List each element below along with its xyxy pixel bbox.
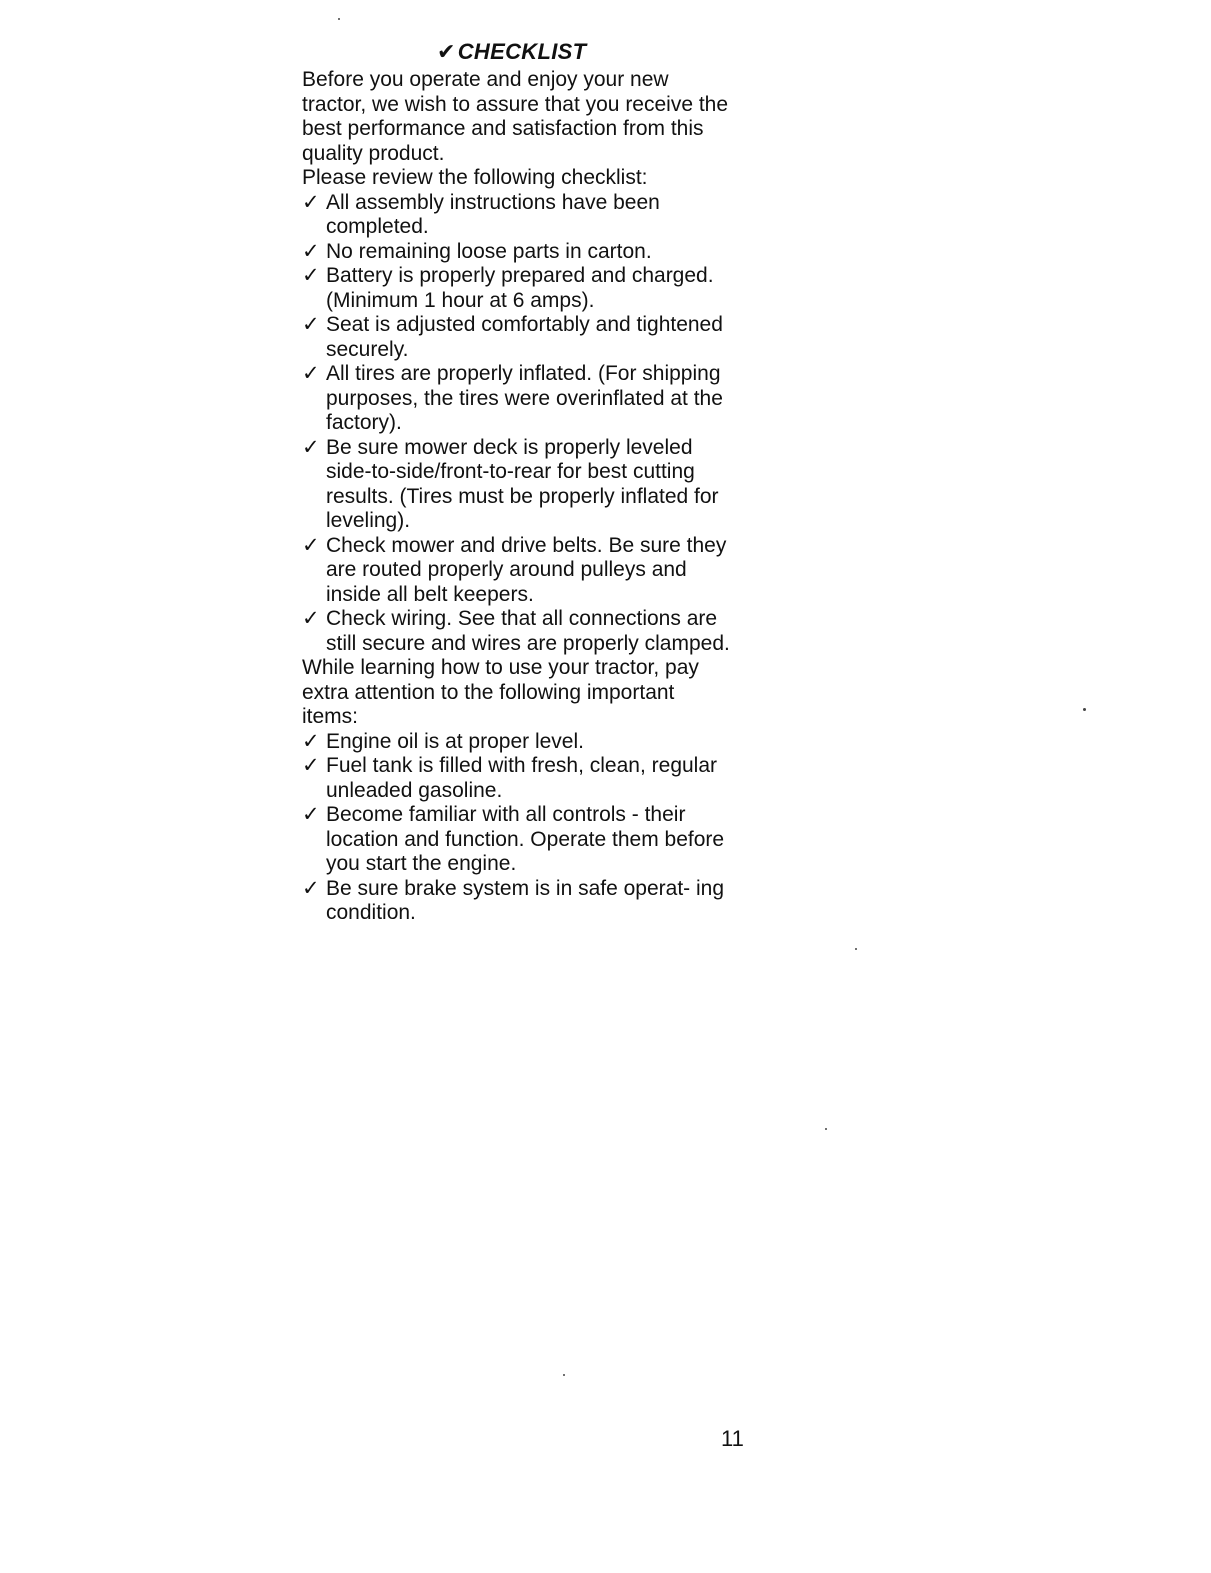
learning-prompt: While learning how to use your tractor, pay extra attention to the following important items: xyxy=(302,656,699,728)
checkmark-icon: ✓ xyxy=(302,729,320,753)
checkmark-icon: ✓ xyxy=(302,362,320,385)
checkmark-icon: ✓ xyxy=(302,803,320,826)
checklist-item xyxy=(302,313,732,362)
scan-speck xyxy=(825,1128,827,1130)
scan-speck xyxy=(563,1374,565,1376)
learning-item-text: Be sure brake system is in safe operat- ing condition. xyxy=(326,876,725,924)
checkmark-icon: ✓ xyxy=(302,876,320,900)
checklist-item-text: Seat is adjusted comfortably and tightened securely. xyxy=(326,313,723,361)
checklist-item-text: All assembly instructions have been completed. xyxy=(326,190,660,238)
learning-item-text: Engine oil is at proper level. xyxy=(326,729,584,753)
learning-checklist xyxy=(302,730,732,926)
checkmark-icon: ✓ xyxy=(302,435,320,459)
checklist-item-text: No remaining loose parts in carton. xyxy=(326,239,652,263)
checklist-item xyxy=(302,264,732,313)
checkmark-icon: ✓ xyxy=(302,313,320,336)
checklist-item-text: Check mower and drive belts. Be sure they are routed properly around pulleys and inside all belt keepers. xyxy=(326,533,727,606)
checklist-item xyxy=(302,362,732,436)
scan-speck xyxy=(338,18,340,20)
checkmark-icon: ✓ xyxy=(302,607,320,630)
learning-item xyxy=(302,754,732,803)
title-text: CHECKLIST xyxy=(457,39,587,64)
checklist-item xyxy=(302,534,732,608)
checkmark-icon: ✔ xyxy=(437,39,456,64)
checklist-item xyxy=(302,191,732,240)
checklist-item xyxy=(302,240,732,265)
learning-item xyxy=(302,730,732,755)
checkmark-icon: ✓ xyxy=(302,239,320,263)
checkmark-icon: ✓ xyxy=(302,264,320,287)
review-prompt: Please review the following checklist: xyxy=(302,166,648,189)
checklist-body xyxy=(302,38,732,926)
learning-item xyxy=(302,877,732,926)
checkmark-icon: ✓ xyxy=(302,533,320,557)
page-number: 11 xyxy=(721,1426,744,1451)
checkmark-icon: ✓ xyxy=(302,190,320,214)
checklist-item-text: Battery is properly prepared and charged. (Minimum 1 hour at 6 amps). xyxy=(326,264,714,312)
checklist-item xyxy=(302,436,732,534)
intro-paragraph: Before you operate and enjoy your new tractor, we wish to assure that you receive the best performance and satisfaction from this quality product. xyxy=(302,68,729,165)
learning-item xyxy=(302,803,732,877)
checklist-item-text: Be sure mower deck is properly leveled side-to-side/front-to-rear for best cutting results. (Tires must be properly inflated for leveling). xyxy=(326,435,719,532)
checkmark-icon: ✓ xyxy=(302,754,320,777)
scan-speck xyxy=(1083,708,1086,711)
learning-item-text: Fuel tank is filled with fresh, clean, regular unleaded gasoline. xyxy=(326,754,718,802)
checklist-item xyxy=(302,607,732,656)
checklist-item-text: Check wiring. See that all connections are still secure and wires are properly clamped. xyxy=(326,607,730,655)
checklist-item-text: All tires are properly inflated. (For shipping purposes, the tires were overinflated at the factory). xyxy=(326,362,723,434)
learning-item-text: Become familiar with all controls - their location and function. Operate them before you start the engine. xyxy=(326,803,725,875)
scan-speck xyxy=(855,948,857,950)
assembly-checklist xyxy=(302,191,732,657)
